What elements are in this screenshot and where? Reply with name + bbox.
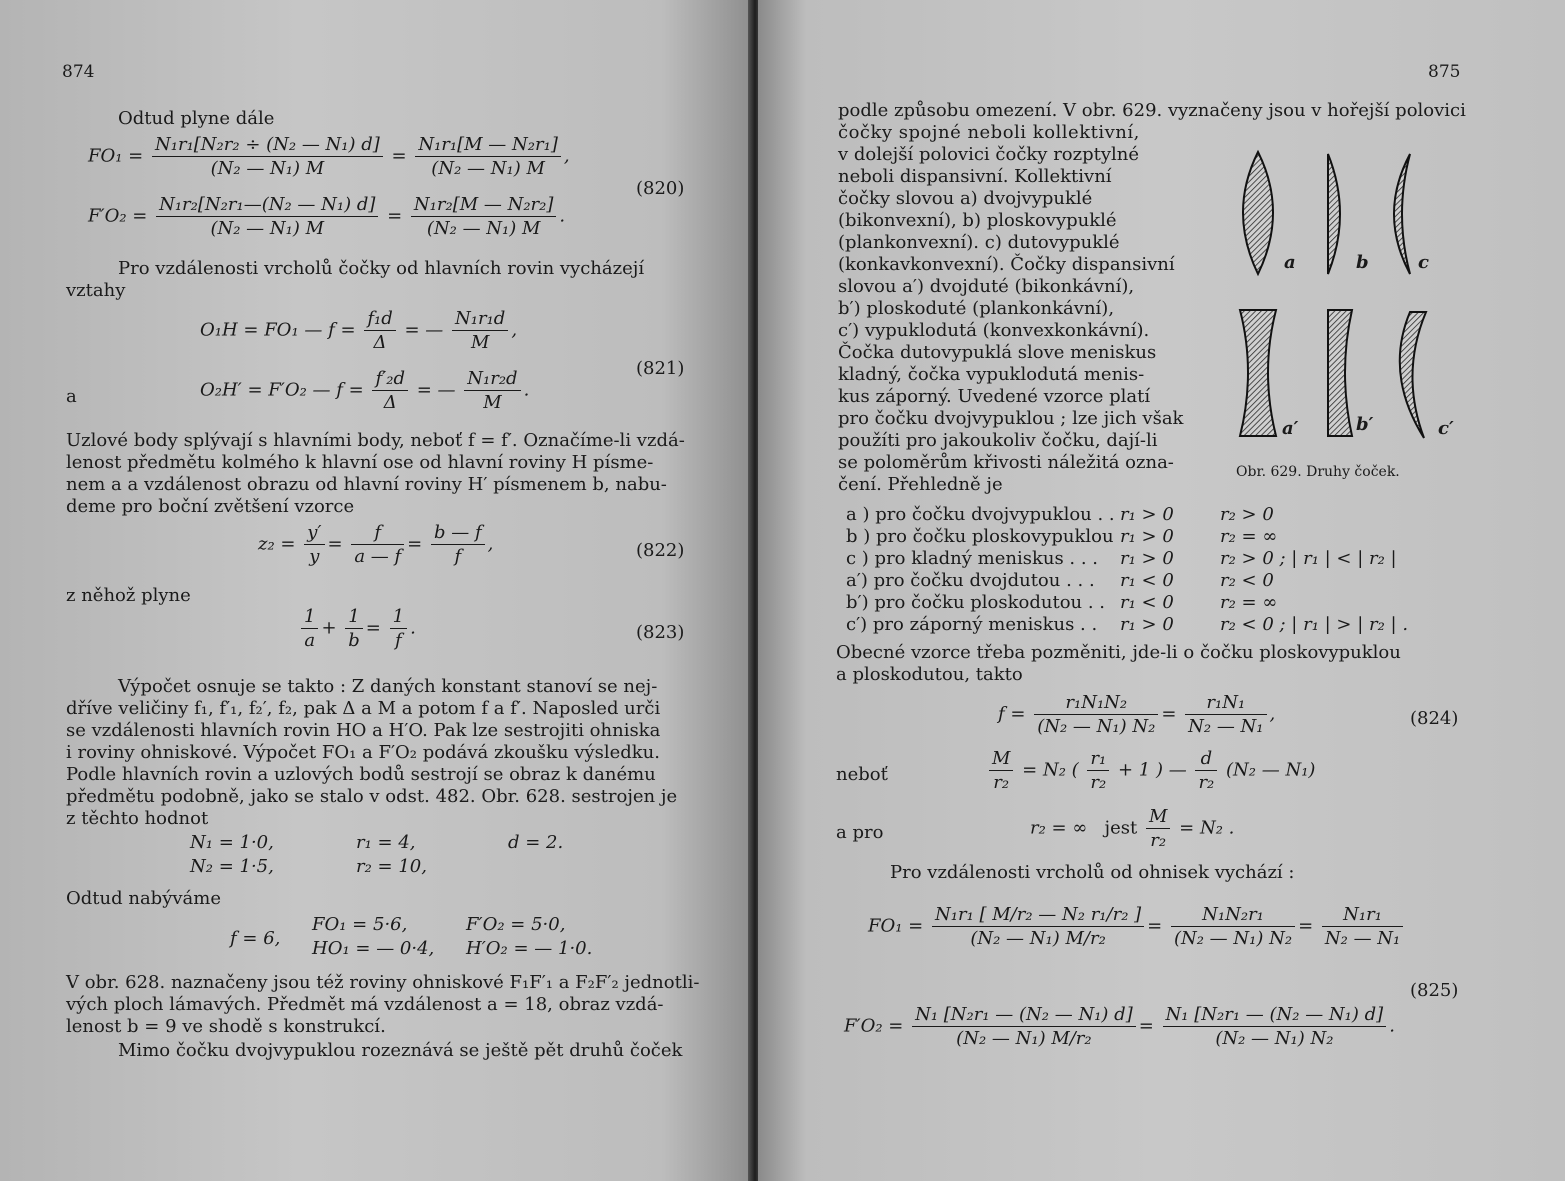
equation-821-line2: O₂H′ = F′O₂ — f = $\frac{\text{f′₂d}}{\Delta}$ = — $\frac{\text{N₁r₂d}}{M}$ . — [200, 368, 530, 413]
column-line: Čočka dutovypuklá slove meniskus — [838, 342, 1157, 363]
fraction — [912, 1004, 1136, 1049]
fraction — [415, 134, 561, 179]
figure-label: c′ — [1438, 418, 1454, 439]
fraction — [1087, 748, 1109, 793]
denominator: a — [304, 630, 316, 651]
eq-lhs: FO₁ = — [868, 915, 924, 937]
eq-operator: (N₂ — N₁) — [1226, 759, 1316, 781]
eq-word: jest — [1104, 817, 1138, 839]
column-line: se poloměrům křivosti náležitá ozna- — [838, 452, 1174, 473]
equation-825-line2: F′O₂ = $\frac{\text{N₁ [N₂r₁ — (N₂ — N₁) d]}}{\text{(N₂ — N₁) M/r₂}}$ = $\frac{\text{N₁ [N₂r₁ — (N₂ — N₁) d]}}{\text{(N₂ — N₁) N₂}}$ . — [844, 1004, 1395, 1049]
row-label: b′) pro čočku ploskodutou . . — [846, 592, 1106, 613]
paragraph-line: Obecné vzorce třeba pozměniti, jde-li o čočku ploskovypuklou — [836, 642, 1401, 663]
lens-table-cond: r₂ > 0 ; | r₁ | < | r₂ | — [1220, 548, 1397, 569]
numerator: d — [1195, 748, 1217, 771]
paragraph-line: a ploskodutou, takto — [836, 664, 1023, 685]
paragraph-line: neboť — [836, 764, 888, 785]
page-number: 874 — [62, 62, 95, 82]
figure-label: a′ — [1282, 418, 1299, 439]
numerator: 1 — [390, 606, 407, 629]
lens-table-cond: r₁ < 0 — [1120, 570, 1174, 591]
numerator: N₁r₂[M — N₂r₂] — [411, 194, 557, 217]
paragraph-line: V obr. 628. naznačeny jsou též roviny ohniskové F₁F′₁ a F₂F′₂ jednotli- — [66, 972, 700, 993]
paragraph-line: a pro — [836, 822, 884, 843]
numerator: N₁ [N₂r₁ — (N₂ — N₁) d] — [912, 1004, 1136, 1027]
equation-824: f = $\frac{\text{r₁N₁N₂}}{\text{(N₂ — N₁) N₂}}$ = $\frac{\text{r₁N₁}}{\text{N₂ — N₁}}$ , — [998, 692, 1276, 737]
denominator: (N₂ — N₁) N₂ — [1037, 716, 1156, 737]
paragraph-line: předmětu podobně, jako se stalo v odst. 482. Obr. 628. sestrojen je — [66, 786, 678, 807]
figure-label: a — [1284, 252, 1296, 273]
lens-table-cond: r₂ > 0 — [1220, 504, 1274, 525]
lens-table-cond: r₁ > 0 — [1120, 526, 1174, 547]
denominator: r₂ — [1150, 830, 1167, 851]
paragraph-line: dříve veličiny f₁, f′₁, f₂′, f₂, pak Δ a M a potom f a f′. Naposled urči — [66, 698, 661, 719]
numerator: r₁N₁ — [1185, 692, 1266, 715]
figure-label: b′ — [1356, 414, 1374, 435]
lens-table-cond: r₁ > 0 — [1120, 504, 1174, 525]
eq-operator: = N₂ . — [1179, 817, 1235, 839]
numerator: N₁N₂r₁ — [1171, 904, 1295, 927]
equation-number: (822) — [636, 540, 685, 561]
column-line: kladný, čočka vypuklodutá menis- — [838, 364, 1145, 385]
equation-822: z₂ = $\frac{y'}{y}$ = $\frac{f}{a — f}$ = $\frac{b — f}{f}$ , — [258, 522, 494, 567]
numerator: N₁r₁d — [452, 308, 508, 331]
denominator: r₂ — [1198, 772, 1215, 793]
eq-operator: = — — [416, 379, 456, 401]
denominator: M — [483, 392, 502, 413]
column-line: čočky spojné neboli kollektivní, — [838, 122, 1140, 143]
eq-lhs: FO₁ = — [88, 145, 144, 167]
denominator: Δ — [373, 332, 387, 353]
denominator: (N₂ — N₁) N₂ — [1215, 1028, 1334, 1049]
numerator: M — [989, 748, 1013, 771]
equation-nebot — [986, 748, 1315, 793]
denominator: r₂ — [1090, 772, 1107, 793]
lens-types-figure — [1228, 140, 1468, 450]
fraction — [1171, 904, 1295, 949]
fraction — [1034, 692, 1158, 737]
eq-lhs: z₂ = — [258, 533, 296, 555]
denominator: f — [454, 546, 462, 567]
fraction — [431, 522, 485, 567]
denominator: (N₂ — N₁) N₂ — [1173, 928, 1293, 949]
paragraph-line: Výpočet osnuje se takto : Z daných konstant stanoví se nej- — [118, 676, 658, 697]
plano-convex-lens-icon — [1328, 154, 1340, 274]
denominator: (N₂ — N₁) M — [210, 218, 325, 239]
value-n2: N₂ = 1·5, — [190, 856, 274, 877]
eq-operator: + 1 ) — — [1117, 759, 1187, 781]
fraction — [989, 748, 1013, 793]
numerator: N₁r₁ — [1322, 904, 1403, 927]
numerator: N₁r₁[N₂r₂ ÷ (N₂ — N₁) d] — [152, 134, 383, 157]
left-page — [0, 0, 752, 1181]
denominator: a — f — [354, 546, 402, 567]
equation-number: (825) — [1410, 980, 1459, 1001]
eq-lhs: F′O₂ = — [88, 205, 148, 227]
fraction — [1146, 806, 1170, 851]
figure-caption: Obr. 629. Druhy čoček. — [1236, 464, 1400, 480]
row-label: a′) pro čočku dvojdutou . . . — [846, 570, 1095, 591]
numerator: N₁r₂[N₂r₁—(N₂ — N₁) d] — [156, 194, 378, 217]
eq-lhs: O₂H′ = F′O₂ — f = — [200, 379, 364, 401]
numerator: M — [1146, 806, 1170, 829]
column-line: čočky slovou a) dvojvypuklé — [838, 188, 1093, 209]
right-page — [758, 0, 1565, 1181]
fraction — [411, 194, 557, 239]
value-r2: r₂ = 10, — [356, 856, 427, 877]
paragraph-line: se vzdálenosti hlavních rovin HO a H′O. Pak lze sestrojiti ohniska — [66, 720, 661, 741]
paragraph-line: vých ploch lámavých. Předmět má vzdálenost a = 18, obraz vzdá- — [66, 994, 664, 1015]
lens-table-row — [846, 614, 1097, 635]
fraction — [1163, 1004, 1387, 1049]
denominator: (N₂ — N₁) M/r₂ — [970, 928, 1106, 949]
paragraph-line: lenost předmětu kolmého k hlavní ose od hlavní roviny H písme- — [66, 452, 654, 473]
eq-operator: = N₂ ( — [1022, 759, 1079, 781]
paragraph-line: Odtud nabýváme — [66, 888, 221, 909]
value-n1: N₁ = 1·0, — [190, 832, 274, 853]
intro-text: Odtud plyne dále — [118, 108, 275, 129]
eq-part: r₂ = ∞ — [1030, 817, 1088, 839]
eq-operator: = — — [404, 319, 444, 341]
fraction — [152, 134, 383, 179]
fraction — [345, 606, 363, 651]
equation-825-line1: FO₁ = $\frac{\text{N₁r₁ [ M/r₂ — N₂ r₁/r₂ ]}}{\text{(N₂ — N₁) M/r₂}}$ = $\frac{\text{N₁N₂r₁}}{\text{(N₂ — N₁) N₂}}$ = $\frac{\text{N₁r₁}}{\text{N₂ — N₁}}$ — [868, 904, 1406, 949]
paragraph-line: i roviny ohniskové. Výpočet FO₁ a F′O₂ podává zkoušku výsledku. — [66, 742, 660, 763]
equation-820-line1: FO₁ = $\frac{\text{N₁r₁[N₂r₂ ÷ (N₂ — N₁) d]}}{\text{(N₂ — N₁) M}}$ = $\frac{\text{N₁r₁[M — N₂r₁]}}{\text{(N₂ — N₁) M}}$ , — [88, 134, 570, 179]
equation-821-line1: O₁H = FO₁ — f = $\frac{\text{f₁d}}{\Delta}$ = — $\frac{\text{N₁r₁d}}{M}$ , — [200, 308, 518, 353]
paragraph-line: Podle hlavních rovin a uzlových bodů sestrojí se obraz k danému — [66, 764, 656, 785]
lens-table-row — [846, 570, 1095, 591]
paragraph-line: podle způsobu omezení. V obr. 629. vyznačeny jsou v hořejší polovici — [838, 100, 1466, 121]
eq-lhs: F′O₂ = — [844, 1015, 904, 1037]
paragraph-line: z něhož plyne — [66, 585, 191, 606]
equation-number: (821) — [636, 358, 685, 379]
paragraph-line: deme pro boční zvětšení vzorce — [66, 496, 355, 517]
paragraph-line: nem a a vzdálenost obrazu od hlavní roviny H′ písmenem b, nabu- — [66, 474, 667, 495]
column-line: v dolejší polovici čočky rozptylné — [838, 144, 1140, 165]
plano-concave-lens-icon — [1328, 310, 1352, 436]
fraction — [452, 308, 508, 353]
column-line: čení. Přehledně je — [838, 474, 1003, 495]
numerator: 1 — [301, 606, 318, 629]
numerator: 1 — [345, 606, 363, 629]
denominator: (N₂ — N₁) M — [431, 158, 545, 179]
fraction — [301, 606, 318, 651]
lens-table-cond: r₁ > 0 — [1120, 614, 1174, 635]
paragraph-line: Pro vzdálenosti vrcholů od ohnisek vychází : — [890, 862, 1295, 883]
paragraph-line: Uzlové body splývají s hlavními body, neboť f = f′. Označíme-li vzdá- — [66, 430, 685, 451]
page-number: 875 — [1428, 62, 1461, 82]
fraction — [351, 522, 404, 567]
paragraph-line: vztahy — [66, 280, 126, 301]
column-line: kus záporný. Uvedené vzorce platí — [838, 386, 1151, 407]
column-line: c′) vypuklodutá (konvexkonkávní). — [838, 320, 1150, 341]
numerator: N₁r₁[M — N₂r₁] — [415, 134, 561, 157]
figure-label: c — [1418, 252, 1429, 273]
denominator: y — [309, 546, 320, 567]
numerator: N₁r₁ [ M/r₂ — N₂ r₁/r₂ ] — [932, 904, 1144, 927]
denominator: (N₂ — N₁) M — [210, 158, 325, 179]
fraction — [464, 368, 520, 413]
numerator: N₁r₂d — [464, 368, 520, 391]
equation-820-line2: F′O₂ = $\frac{\text{N₁r₂[N₂r₁—(N₂ — N₁) d]}}{\text{(N₂ — N₁) M}}$ = $\frac{\text{N₁r₂[M — N₂r₂]}}{\text{(N₂ — N₁) M}}$ . — [88, 194, 566, 239]
denominator: N₂ — N₁ — [1188, 716, 1264, 737]
value-r1: r₁ = 4, — [356, 832, 416, 853]
column-line: pro čočku dvojvypuklou ; lze jich však — [838, 408, 1184, 429]
result-fo1: FO₁ = 5·6, — [312, 914, 408, 935]
paragraph-line: Pro vzdálenosti vrcholů čočky od hlavních rovin vycházejí — [118, 258, 645, 279]
fraction — [364, 308, 395, 353]
concavo-convex-lens-icon — [1394, 154, 1410, 274]
numerator: f₁d — [364, 308, 395, 331]
denominator: N₂ — N₁ — [1324, 928, 1401, 949]
lens-table-row — [846, 504, 1115, 525]
lens-table-cond: r₂ < 0 — [1220, 570, 1274, 591]
eq-lhs: O₁H = FO₁ — f = — [200, 319, 356, 341]
lens-table-row — [846, 526, 1114, 547]
denominator: f — [395, 630, 402, 651]
figure-label: b — [1356, 252, 1369, 273]
row-label: c ) pro kladný meniskus . . . — [846, 548, 1099, 569]
eq-lhs: f = — [998, 703, 1026, 725]
paragraph-line: z těchto hodnot — [66, 808, 209, 829]
biconcave-lens-icon — [1240, 310, 1276, 436]
fraction — [1195, 748, 1217, 793]
numerator: f — [351, 522, 404, 545]
column-line: použíti pro jakoukoliv čočku, dají-li — [838, 430, 1158, 451]
numerator: r₁N₁N₂ — [1034, 692, 1158, 715]
row-label: c′) pro záporný meniskus . . — [846, 614, 1098, 635]
equation-apro — [1030, 806, 1234, 851]
fraction — [1185, 692, 1266, 737]
lens-table-cond: r₁ > 0 — [1120, 548, 1174, 569]
equation-number: (824) — [1410, 708, 1459, 729]
equation-number: (823) — [636, 622, 685, 643]
numerator: N₁ [N₂r₁ — (N₂ — N₁) d] — [1163, 1004, 1387, 1027]
lens-table-cond: r₁ < 0 — [1120, 592, 1174, 613]
numerator: b — f — [431, 522, 485, 545]
value-d: d = 2. — [508, 832, 564, 853]
denominator: r₂ — [993, 772, 1010, 793]
column-line: slovou a′) dvojduté (bikonkávní), — [838, 276, 1135, 297]
column-line: (bikonvexní), b) ploskovypuklé — [838, 210, 1117, 231]
result-ho2: H′O₂ = — 1·0. — [466, 938, 593, 959]
fraction — [304, 522, 324, 567]
denominator: (N₂ — N₁) M/r₂ — [956, 1028, 1092, 1049]
fraction — [156, 194, 378, 239]
equation-number: (820) — [636, 178, 685, 199]
fraction — [372, 368, 408, 413]
result-f: f = 6, — [230, 928, 281, 949]
column-line: (plankonvexní). c) dutovypuklé — [838, 232, 1120, 253]
denominator: b — [348, 630, 360, 651]
column-line: neboli dispansivní. Kollektivní — [838, 166, 1112, 187]
result-fo2: F′O₂ = 5·0, — [466, 914, 566, 935]
paragraph-line: lenost b = 9 ve shodě s konstrukcí. — [66, 1016, 386, 1037]
lens-table-cond: r₂ < 0 ; | r₁ | > | r₂ | . — [1220, 614, 1409, 635]
equation-823: $\frac{1}{a}$ + $\frac{1}{b}$ = $\frac{1}{f}$ . — [298, 606, 416, 651]
denominator: M — [470, 332, 490, 353]
row-label: b ) pro čočku ploskovypuklou — [846, 526, 1114, 547]
lens-table-cond: r₂ = ∞ — [1220, 592, 1278, 613]
fraction — [932, 904, 1144, 949]
lens-table-row — [846, 592, 1105, 613]
lens-table-row — [846, 548, 1098, 569]
numerator: r₁ — [1087, 748, 1109, 771]
row-label: a ) pro čočku dvojvypuklou . . — [846, 504, 1115, 525]
result-ho1: HO₁ = — 0·4, — [312, 938, 435, 959]
biconvex-lens-icon — [1243, 152, 1273, 274]
convexo-concave-lens-icon — [1400, 312, 1426, 438]
column-line: b′) ploskoduté (plankonkávní), — [838, 298, 1115, 319]
paragraph-line: Mimo čočku dvojvypuklou rozeznává se ještě pět druhů čoček — [118, 1040, 683, 1061]
denominator: Δ — [383, 392, 397, 413]
denominator: (N₂ — N₁) M — [426, 218, 541, 239]
fraction — [1322, 904, 1403, 949]
conjunction-a: a — [66, 386, 77, 407]
numerator: y′ — [304, 522, 324, 545]
numerator: f′₂d — [372, 368, 408, 391]
lens-table-cond: r₂ = ∞ — [1220, 526, 1278, 547]
column-line: (konkavkonvexní). Čočky dispansivní — [838, 254, 1175, 275]
fraction — [390, 606, 407, 651]
